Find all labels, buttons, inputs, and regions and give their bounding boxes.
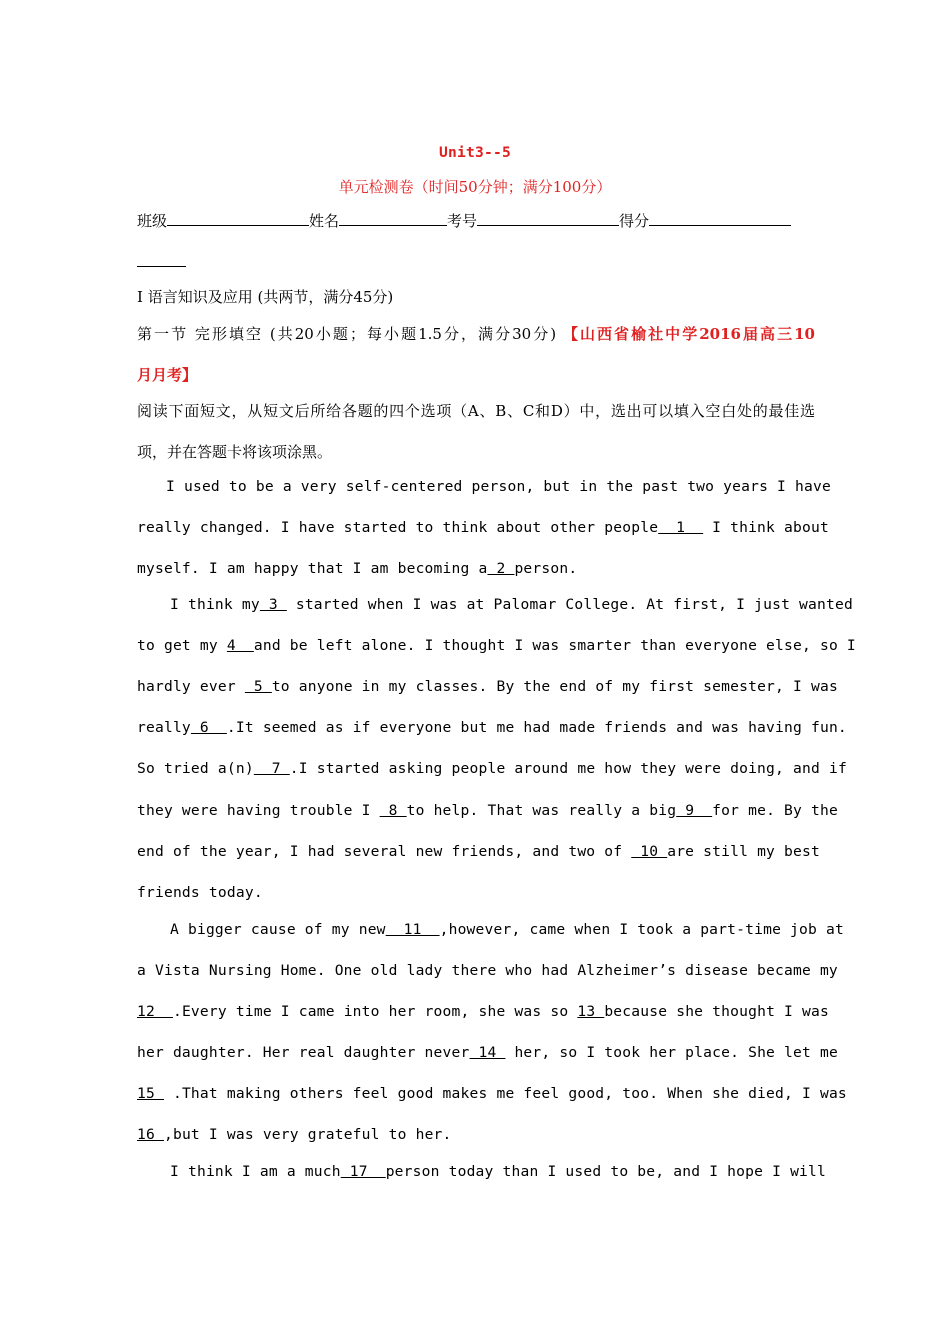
blank-16[interactable]: 16 (137, 1126, 164, 1143)
source-note-cont: 月月考】 (137, 366, 198, 384)
exam-number-label: 考号 (447, 212, 478, 230)
blank-3[interactable]: 3 (259, 596, 287, 613)
passage-line: they were having trouble I 8 to help. That was really a big 9 for me. By the (137, 802, 838, 819)
passage-line: I think I am a much 17 person today than I used to be, and I hope I will (170, 1163, 827, 1180)
blank-8[interactable]: 8 (379, 802, 407, 819)
name-blank[interactable] (339, 209, 447, 226)
doc-title: Unit3--5 (439, 144, 511, 161)
passage-line: friends today. (137, 884, 263, 901)
passage-line: really changed. I have started to think about other people 1 I think about (137, 519, 829, 536)
passage-line: So tried a(n) 7 .I started asking people around me how they were doing, and if (137, 760, 847, 777)
exam-number-blank[interactable] (477, 209, 619, 226)
class-blank[interactable] (167, 209, 309, 226)
passage-line: I used to be a very self-centered person, but in the past two years I have (166, 478, 831, 495)
blank-9[interactable]: 9 (676, 802, 713, 819)
passage-line: 15 .That making others feel good makes me feel good, too. When she died, I was (137, 1085, 847, 1102)
blank-11[interactable]: 11 (385, 921, 440, 938)
student-info-line (137, 209, 815, 231)
passage-line: A bigger cause of my new 11 ,however, came when I took a part-time job at (170, 921, 844, 938)
score-blank[interactable] (649, 209, 791, 226)
blank-17[interactable]: 17 (340, 1163, 386, 1180)
blank-12[interactable]: 12 (137, 1003, 173, 1020)
blank-7[interactable]: 7 (253, 760, 290, 777)
name-label: 姓名 (309, 212, 340, 230)
blank-10[interactable]: 10 (631, 843, 668, 860)
score-label: 得分 (619, 212, 650, 230)
blank-5[interactable]: 5 (244, 678, 272, 695)
passage-line: 16 ,but I was very grateful to her. (137, 1126, 452, 1143)
passage-line: to get my 4 and be left alone. I thought I was smarter than everyone else, so I (137, 637, 856, 654)
source-note: 【山西省榆社中学2016届高三10 (562, 325, 815, 343)
instruction-line-2: 项，并在答题卡将该项涂黑。 (137, 443, 333, 461)
passage-line: end of the year, I had several new friends, and two of 10 are still my best (137, 843, 820, 860)
passage-line: I think my 3 started when I was at Palomar College. At first, I just wanted (170, 596, 853, 613)
blank-4[interactable]: 4 (226, 637, 254, 654)
passage-line: myself. I am happy that I am becoming a 2 person. (137, 560, 578, 577)
blank-6[interactable]: 6 (190, 719, 227, 736)
instruction-line-1: 阅读下面短文，从短文后所给各题的四个选项（A、B、C和D）中，选出可以填入空白处的最佳选 (137, 402, 815, 420)
passage-line: really 6 .It seemed as if everyone but me had made friends and was having fun. (137, 719, 847, 736)
blank-14[interactable]: 14 (469, 1044, 506, 1061)
class-label: 班级 (137, 212, 168, 230)
passage-line: her daughter. Her real daughter never 14 her, so I took her place. She let me (137, 1044, 838, 1061)
section-heading (137, 323, 815, 344)
blank-13[interactable]: 13 (577, 1003, 605, 1020)
part-heading: I 语言知识及应用 (共两节，满分45分) (137, 288, 394, 306)
blank-1[interactable]: 1 (658, 519, 704, 536)
score-blank-continuation (137, 266, 186, 267)
section-title: 第一节 完形填空 (共20小题；每小题1.5分，满分30分) (137, 325, 557, 343)
doc-subtitle: 单元检测卷（时间50分钟；满分100分） (338, 178, 612, 196)
blank-2[interactable]: 2 (487, 560, 515, 577)
passage-line: a Vista Nursing Home. One old lady there who had Alzheimer’s disease became my (137, 962, 838, 979)
passage-line: 12 .Every time I came into her room, she was so 13 because she thought I was (137, 1003, 829, 1020)
passage-line: hardly ever 5 to anyone in my classes. By the end of my first semester, I was (137, 678, 838, 695)
blank-15[interactable]: 15 (137, 1085, 164, 1102)
